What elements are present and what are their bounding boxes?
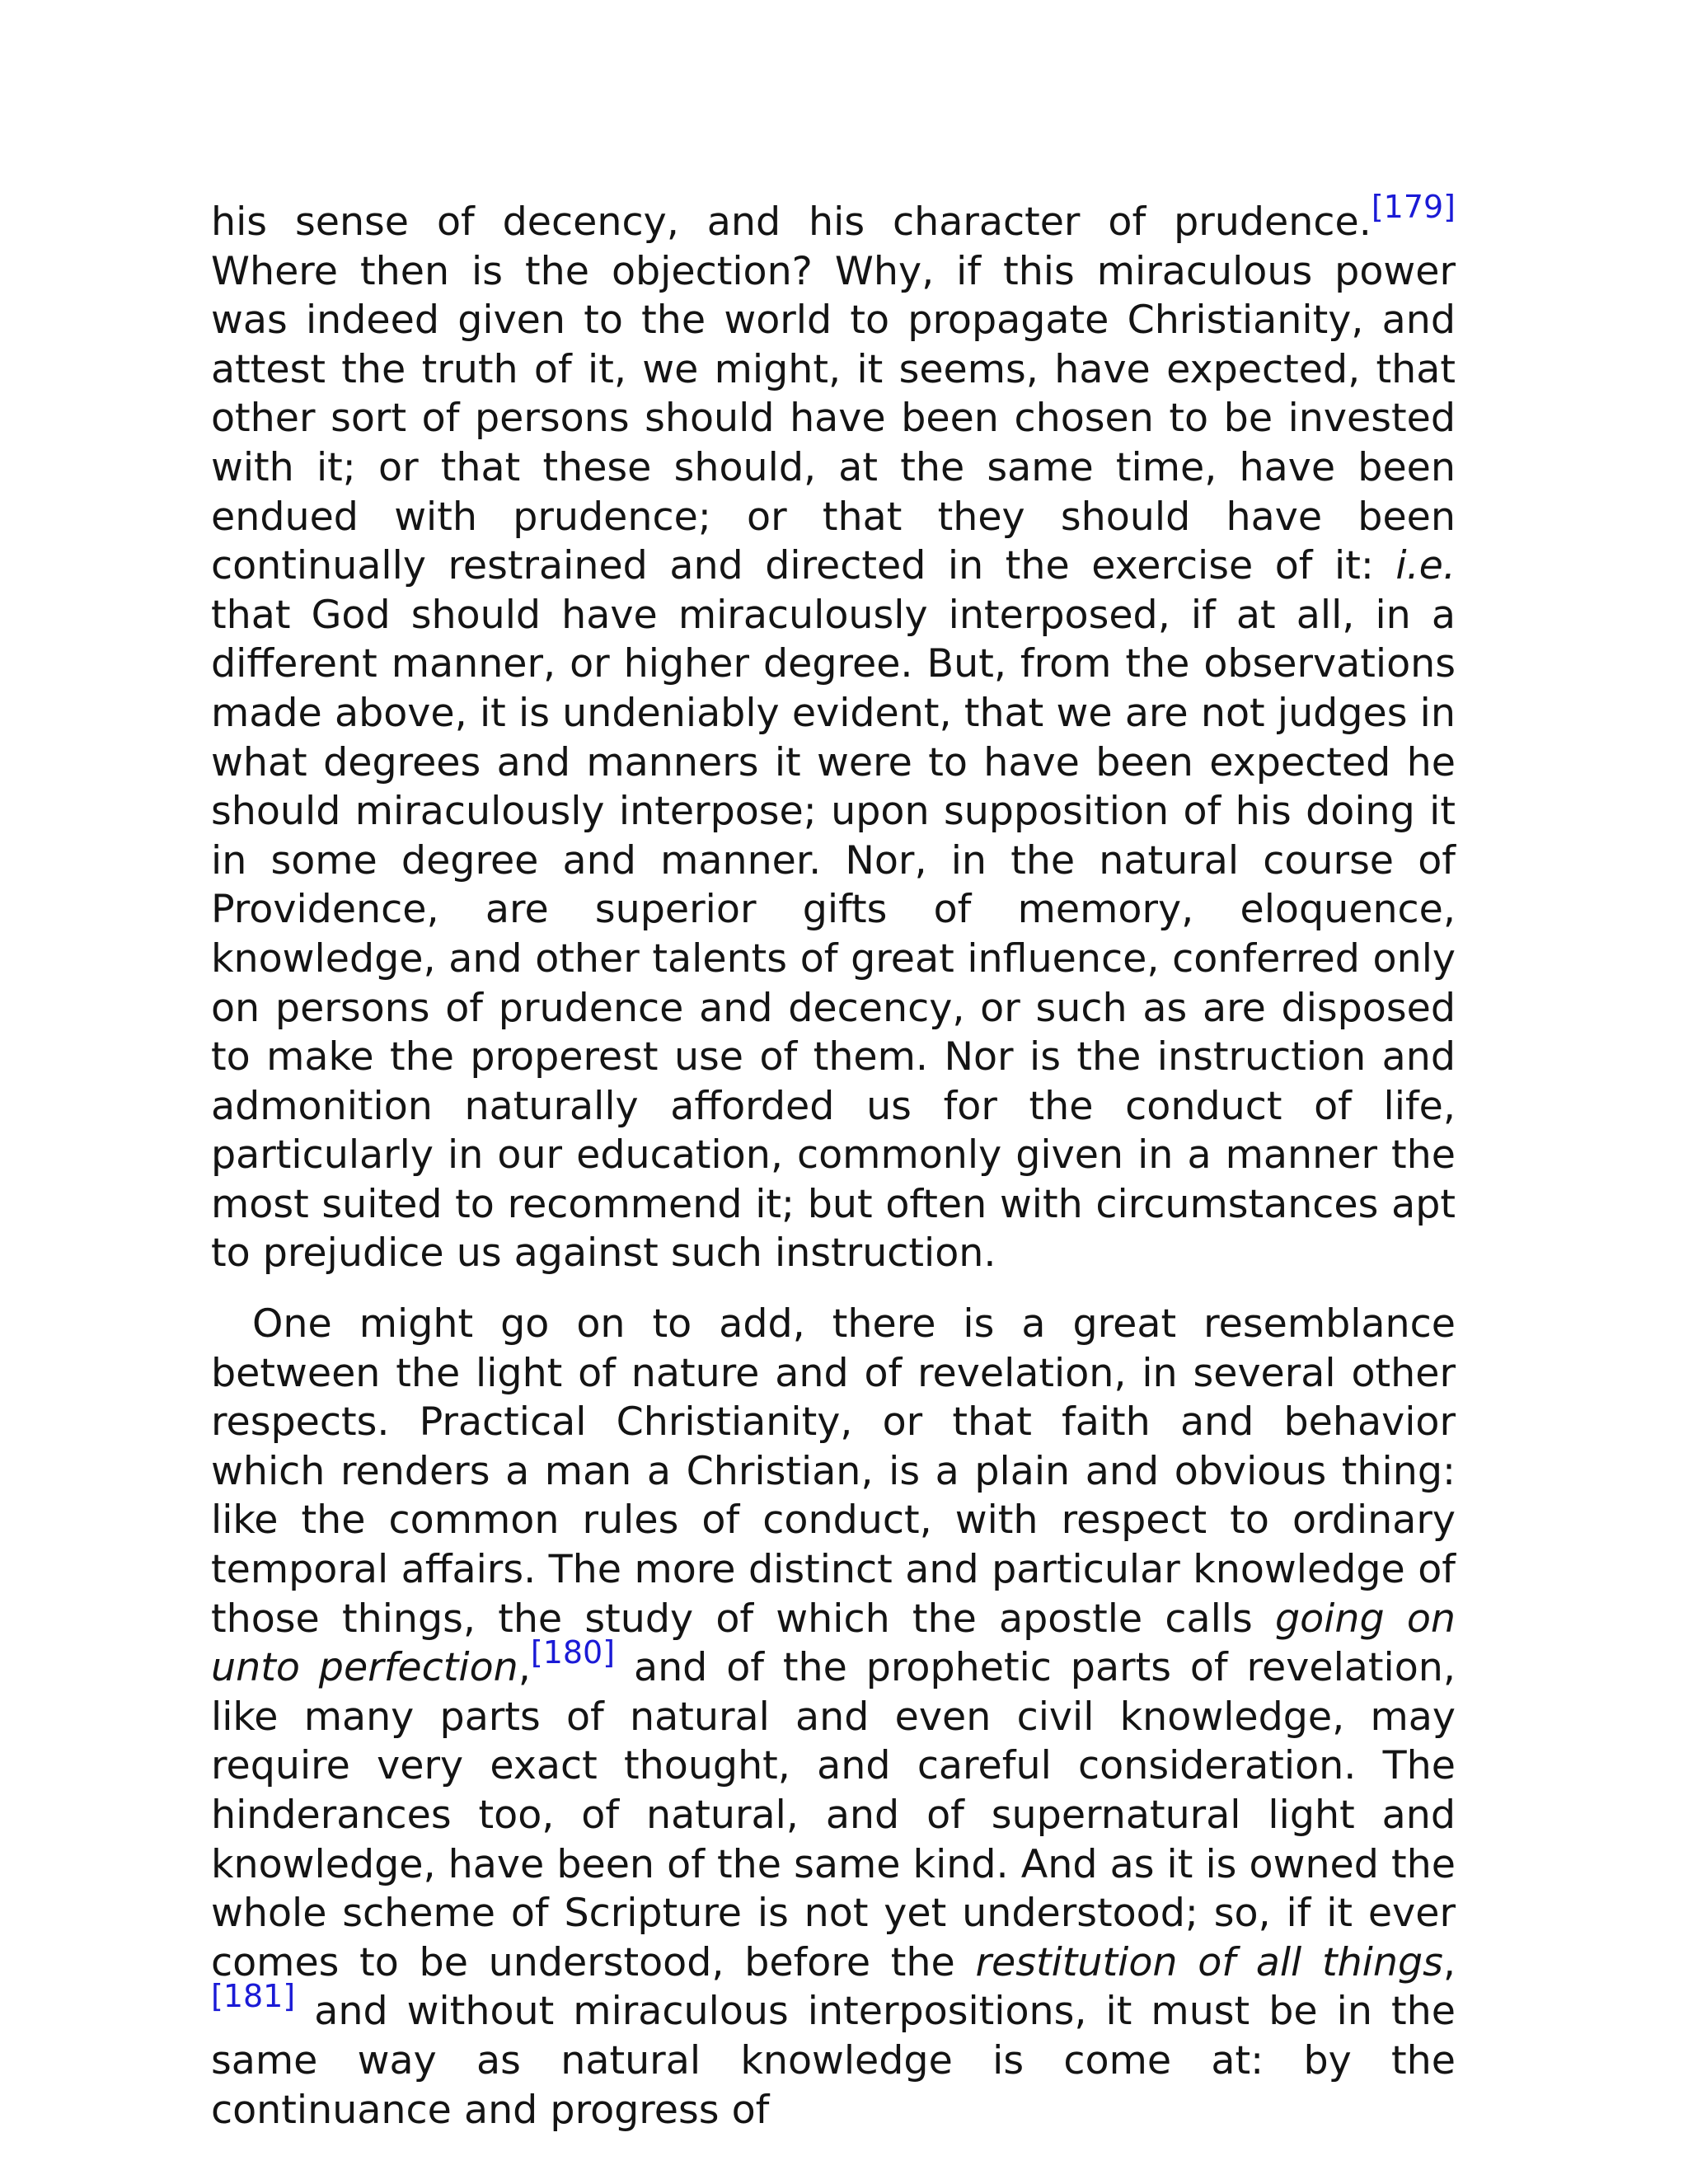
paragraph-2-text-a: One might go on to add, there is a great resemblance between the light of nature and of revelation, in several other respects. Practical Christianity, or that faith and behavior which renders a man a Christian, is a plain and obvious thing: like the common rules of conduct, with respect to ordinary temporal affairs. The more distinct and particular knowledge of those things, the study of which the apostle calls <box>211 1301 1456 1642</box>
comma: , <box>518 1645 531 1691</box>
italic-going-on-unto-perfection: going on unto perfection <box>211 1596 1456 1691</box>
paragraph-2-text-b: and of the prophetic parts of revelation, like many parts of natural and even civil knowledge, may require very exact thought, and careful consideration. The hinderances too, of natural, and of supernatural light and knowledge, have been of the same kind. And as it is owned the whole scheme of Scripture is not yet understood; so, if it ever comes to be understood, before the <box>211 1645 1456 1985</box>
paragraph-1-text-a: his sense of decency, and his character of prudence. <box>211 199 1372 245</box>
comma: , <box>1442 1939 1456 1985</box>
paragraph-2-text-c: and without miraculous interpositions, it must be in the same way as natural knowledge is come at: by the continuance and progress of <box>211 1989 1456 2133</box>
paragraph-1-text-c: that God should have miraculously interposed, if at all, in a different manner, or higher degree. But, from the observations made above, it is undeniably evident, that we are not judges in what degrees and manners it were to have been expected he should miraculously interpose; upon supposition of his doing it in some degree and manner. Nor, in the natural course of Providence, are superior gifts of memory, eloquence, knowledge, and other talents of great influence, conferred only on persons of prudence and decency, or such as are disposed to make the properest use of them. Nor is the instruction and admonition naturally afforded us for the conduct of life, particularly in our education, commonly given in a manner the most suited to recommend it; but often with circumstances apt to prejudice us against such instruction. <box>211 592 1456 1277</box>
italic-restitution-of-all-things: restitution of all things <box>975 1939 1443 1985</box>
footnote-link-179[interactable]: [179] <box>1371 189 1456 226</box>
footnote-link-181[interactable]: [181] <box>211 1978 296 2015</box>
paragraph-1-text-b: Where then is the objection? Why, if this miraculous power was indeed given to the world to propagate Christianity, and attest the truth of it, we might, it seems, have expected, that other sort of persons should have been chosen to be invested with it; or that these should, at the same time, have been endued with prudence; or that they should have been continually restrained and directed in the exercise of it: <box>211 248 1456 589</box>
italic-ie: i.e. <box>1395 543 1456 589</box>
footnote-link-180[interactable]: [180] <box>530 1634 616 1671</box>
paragraph-1 <box>211 189 1456 1278</box>
page-content <box>211 189 1456 2135</box>
paragraph-2 <box>211 1300 1456 2135</box>
